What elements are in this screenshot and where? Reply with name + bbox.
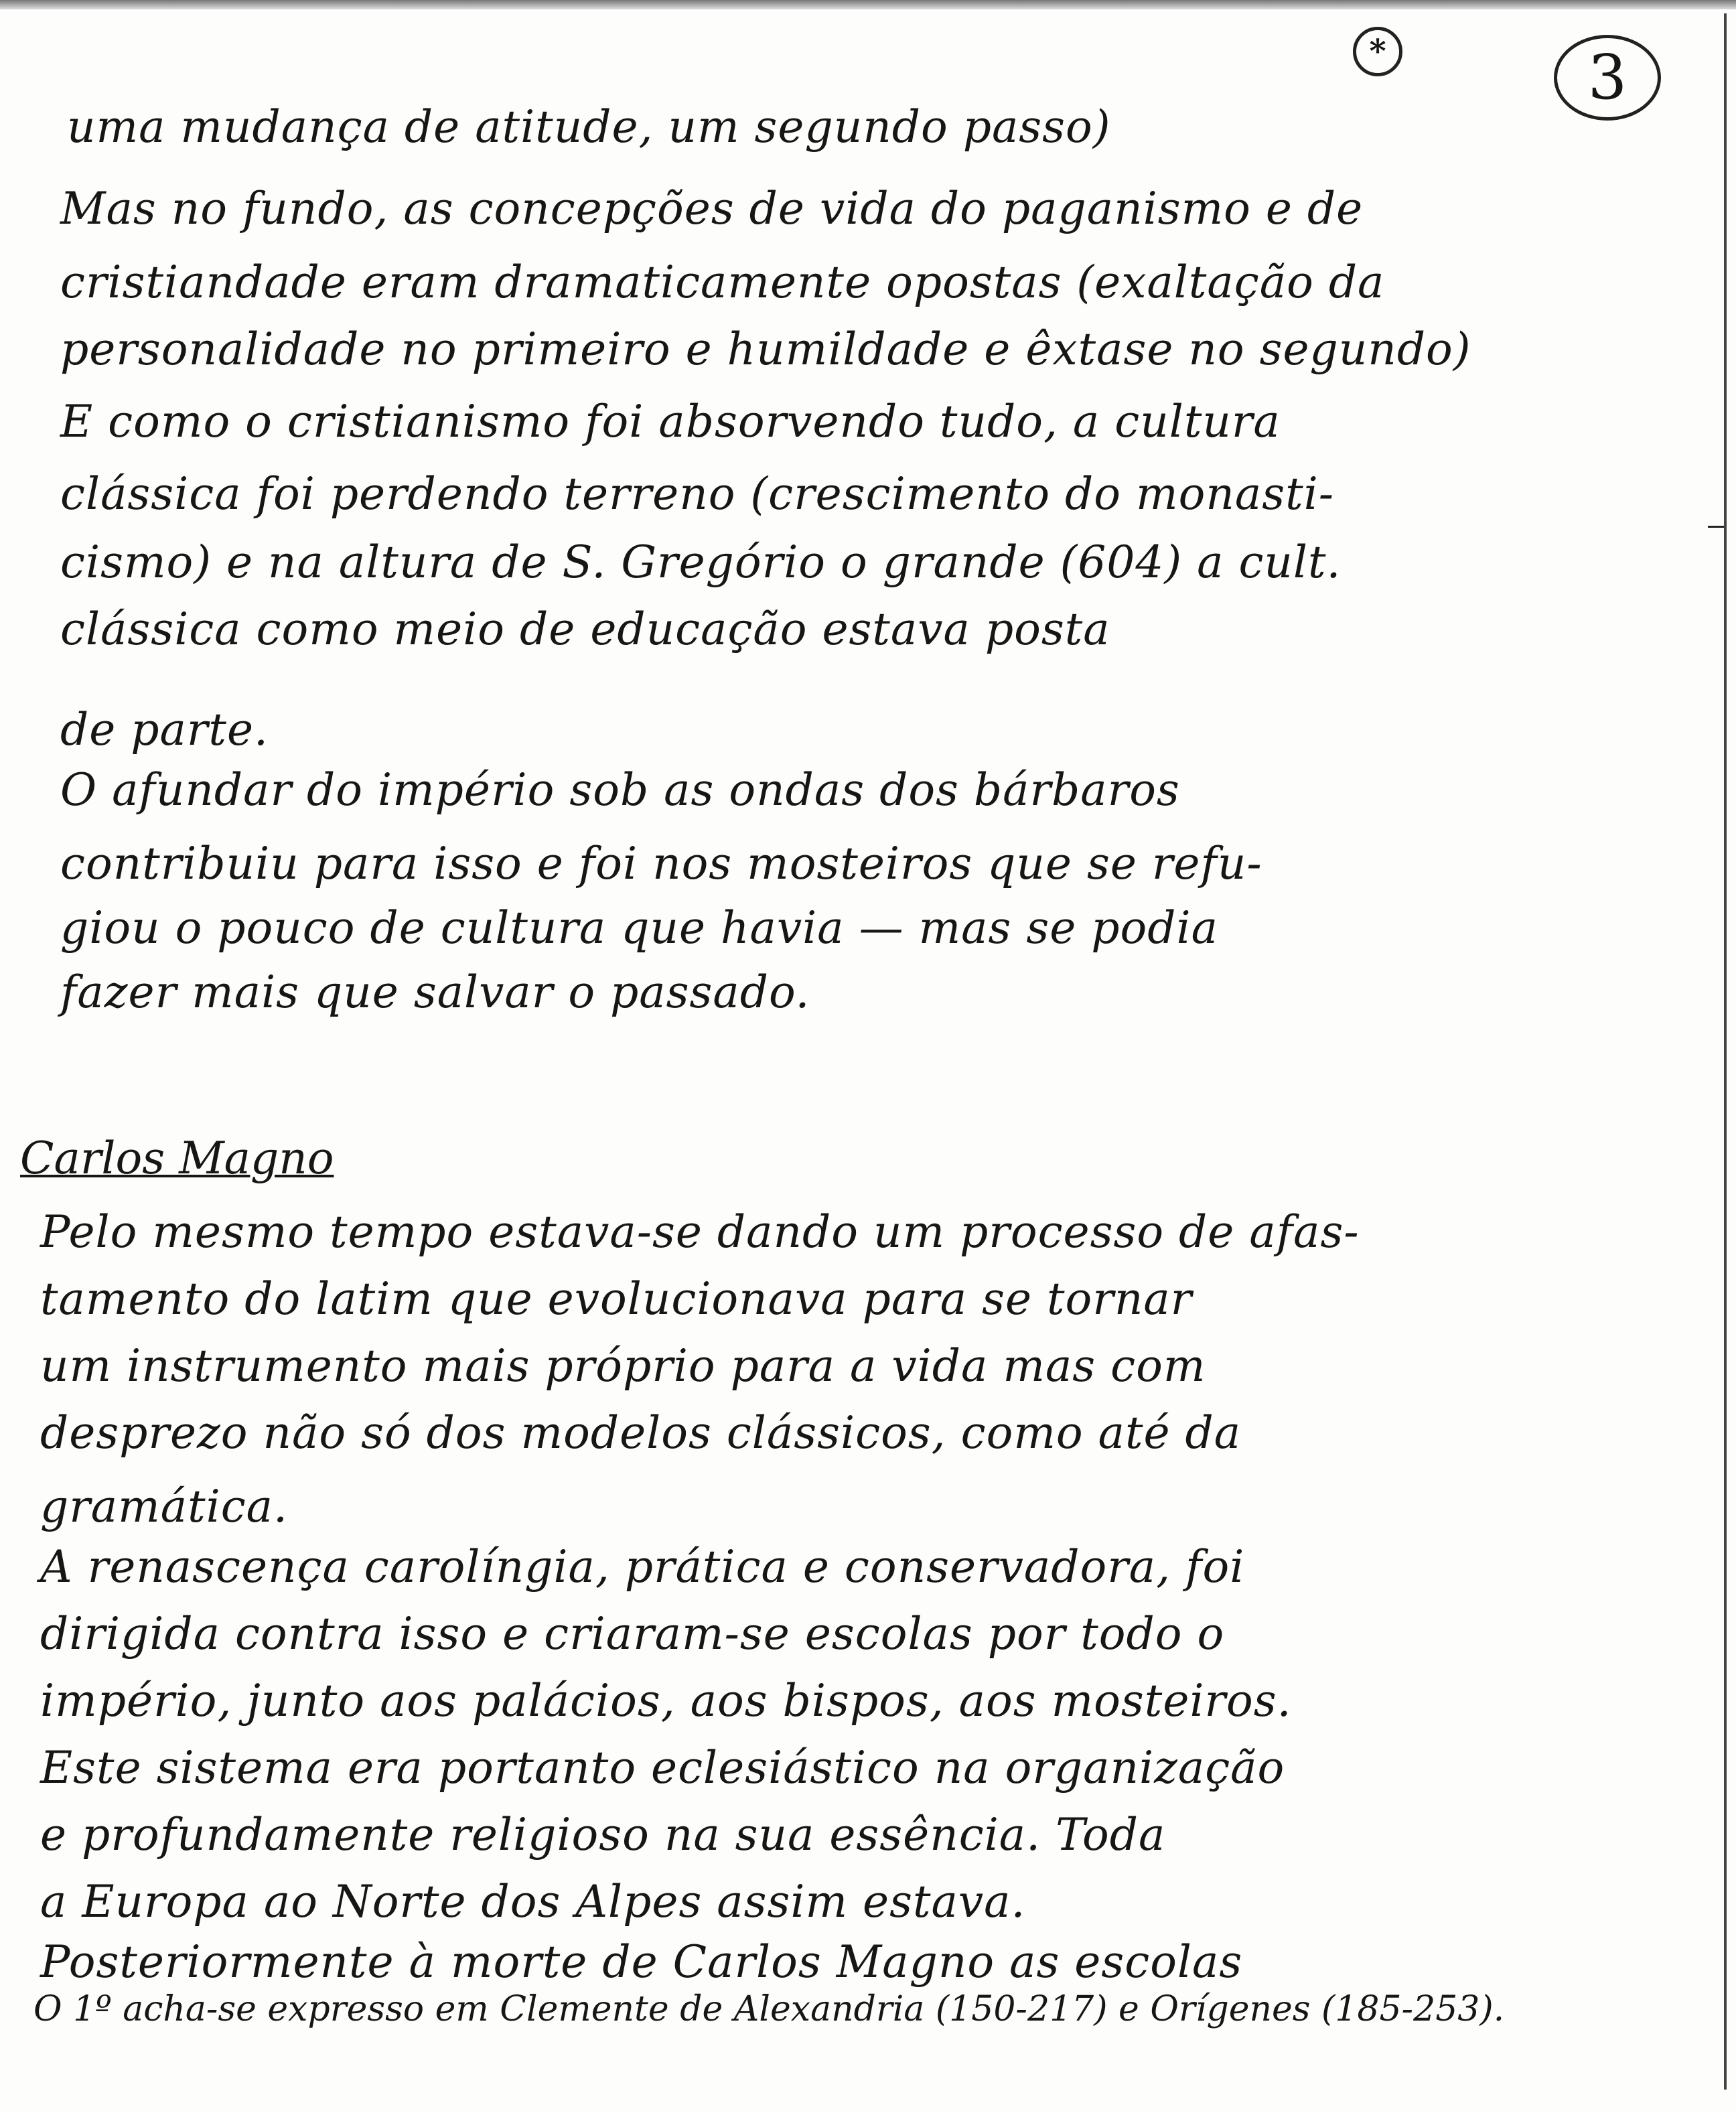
scan-right-edge — [1724, 13, 1727, 2090]
text-line: gramática. — [40, 1481, 289, 1532]
text-line: O afundar do império sob as ondas dos bárbaros — [60, 764, 1180, 816]
text-line: A renascença carolíngia, prática e conservadora, foi — [40, 1541, 1245, 1593]
text-line: desprezo não só dos modelos clássicos, como até da — [40, 1407, 1242, 1459]
text-line: uma mudança de atitude, um segundo passo) — [67, 101, 1111, 153]
text-line: cristiandade eram dramaticamente opostas (exaltação da — [60, 257, 1385, 308]
text-line: fazer mais que salvar o passado. — [60, 966, 810, 1018]
text-line: cismo) e na altura de S. Gregório o grande (604) a cult. — [60, 536, 1342, 588]
text-line: personalidade no primeiro e humildade e êxtase no segundo) — [60, 323, 1471, 375]
text-line: Este sistema era portanto eclesiástico na organização — [40, 1742, 1285, 1794]
text-line: Mas no fundo, as concepções de vida do paganismo e de — [60, 183, 1364, 234]
section-heading: Carlos Magno — [20, 1133, 334, 1184]
text-line: clássica foi perdendo terreno (crescimento do monasti- — [60, 468, 1334, 520]
text-line: E como o cristianismo foi absorvendo tudo, a cultura — [60, 396, 1281, 447]
footnote-star-marker: * — [1353, 27, 1402, 76]
scan-top-edge — [0, 0, 1736, 9]
text-line: tamento do latim que evolucionava para se tornar — [40, 1273, 1193, 1325]
text-line: império, junto aos palácios, aos bispos, aos mosteiros. — [40, 1675, 1292, 1727]
text-line: Posteriormente à morte de Carlos Magno as escolas — [40, 1936, 1243, 1988]
text-line: a Europa ao Norte dos Alpes assim estava. — [40, 1876, 1026, 1927]
text-line: Pelo mesmo tempo estava-se dando um processo de afas- — [40, 1206, 1360, 1258]
text-line: um instrumento mais próprio para a vida mas com — [40, 1340, 1206, 1392]
text-line: dirigida contra isso e criaram-se escolas por todo o — [40, 1608, 1225, 1660]
text-line: contribuiu para isso e foi nos mosteiros que se refu- — [60, 838, 1262, 889]
footnote: O 1º acha-se expresso em Clemente de Alexandria (150-217) e Orígenes (185-253). — [33, 1989, 1505, 2029]
text-line: clássica como meio de educação estava posta — [60, 603, 1110, 655]
text-line: de parte. — [60, 704, 269, 755]
text-line: giou o pouco de cultura que havia — mas se podia — [60, 902, 1218, 954]
text-line: e profundamente religioso na sua essência. Toda — [40, 1809, 1166, 1861]
page-number: 3 — [1554, 35, 1661, 121]
margin-tick-mark — [1708, 526, 1724, 528]
